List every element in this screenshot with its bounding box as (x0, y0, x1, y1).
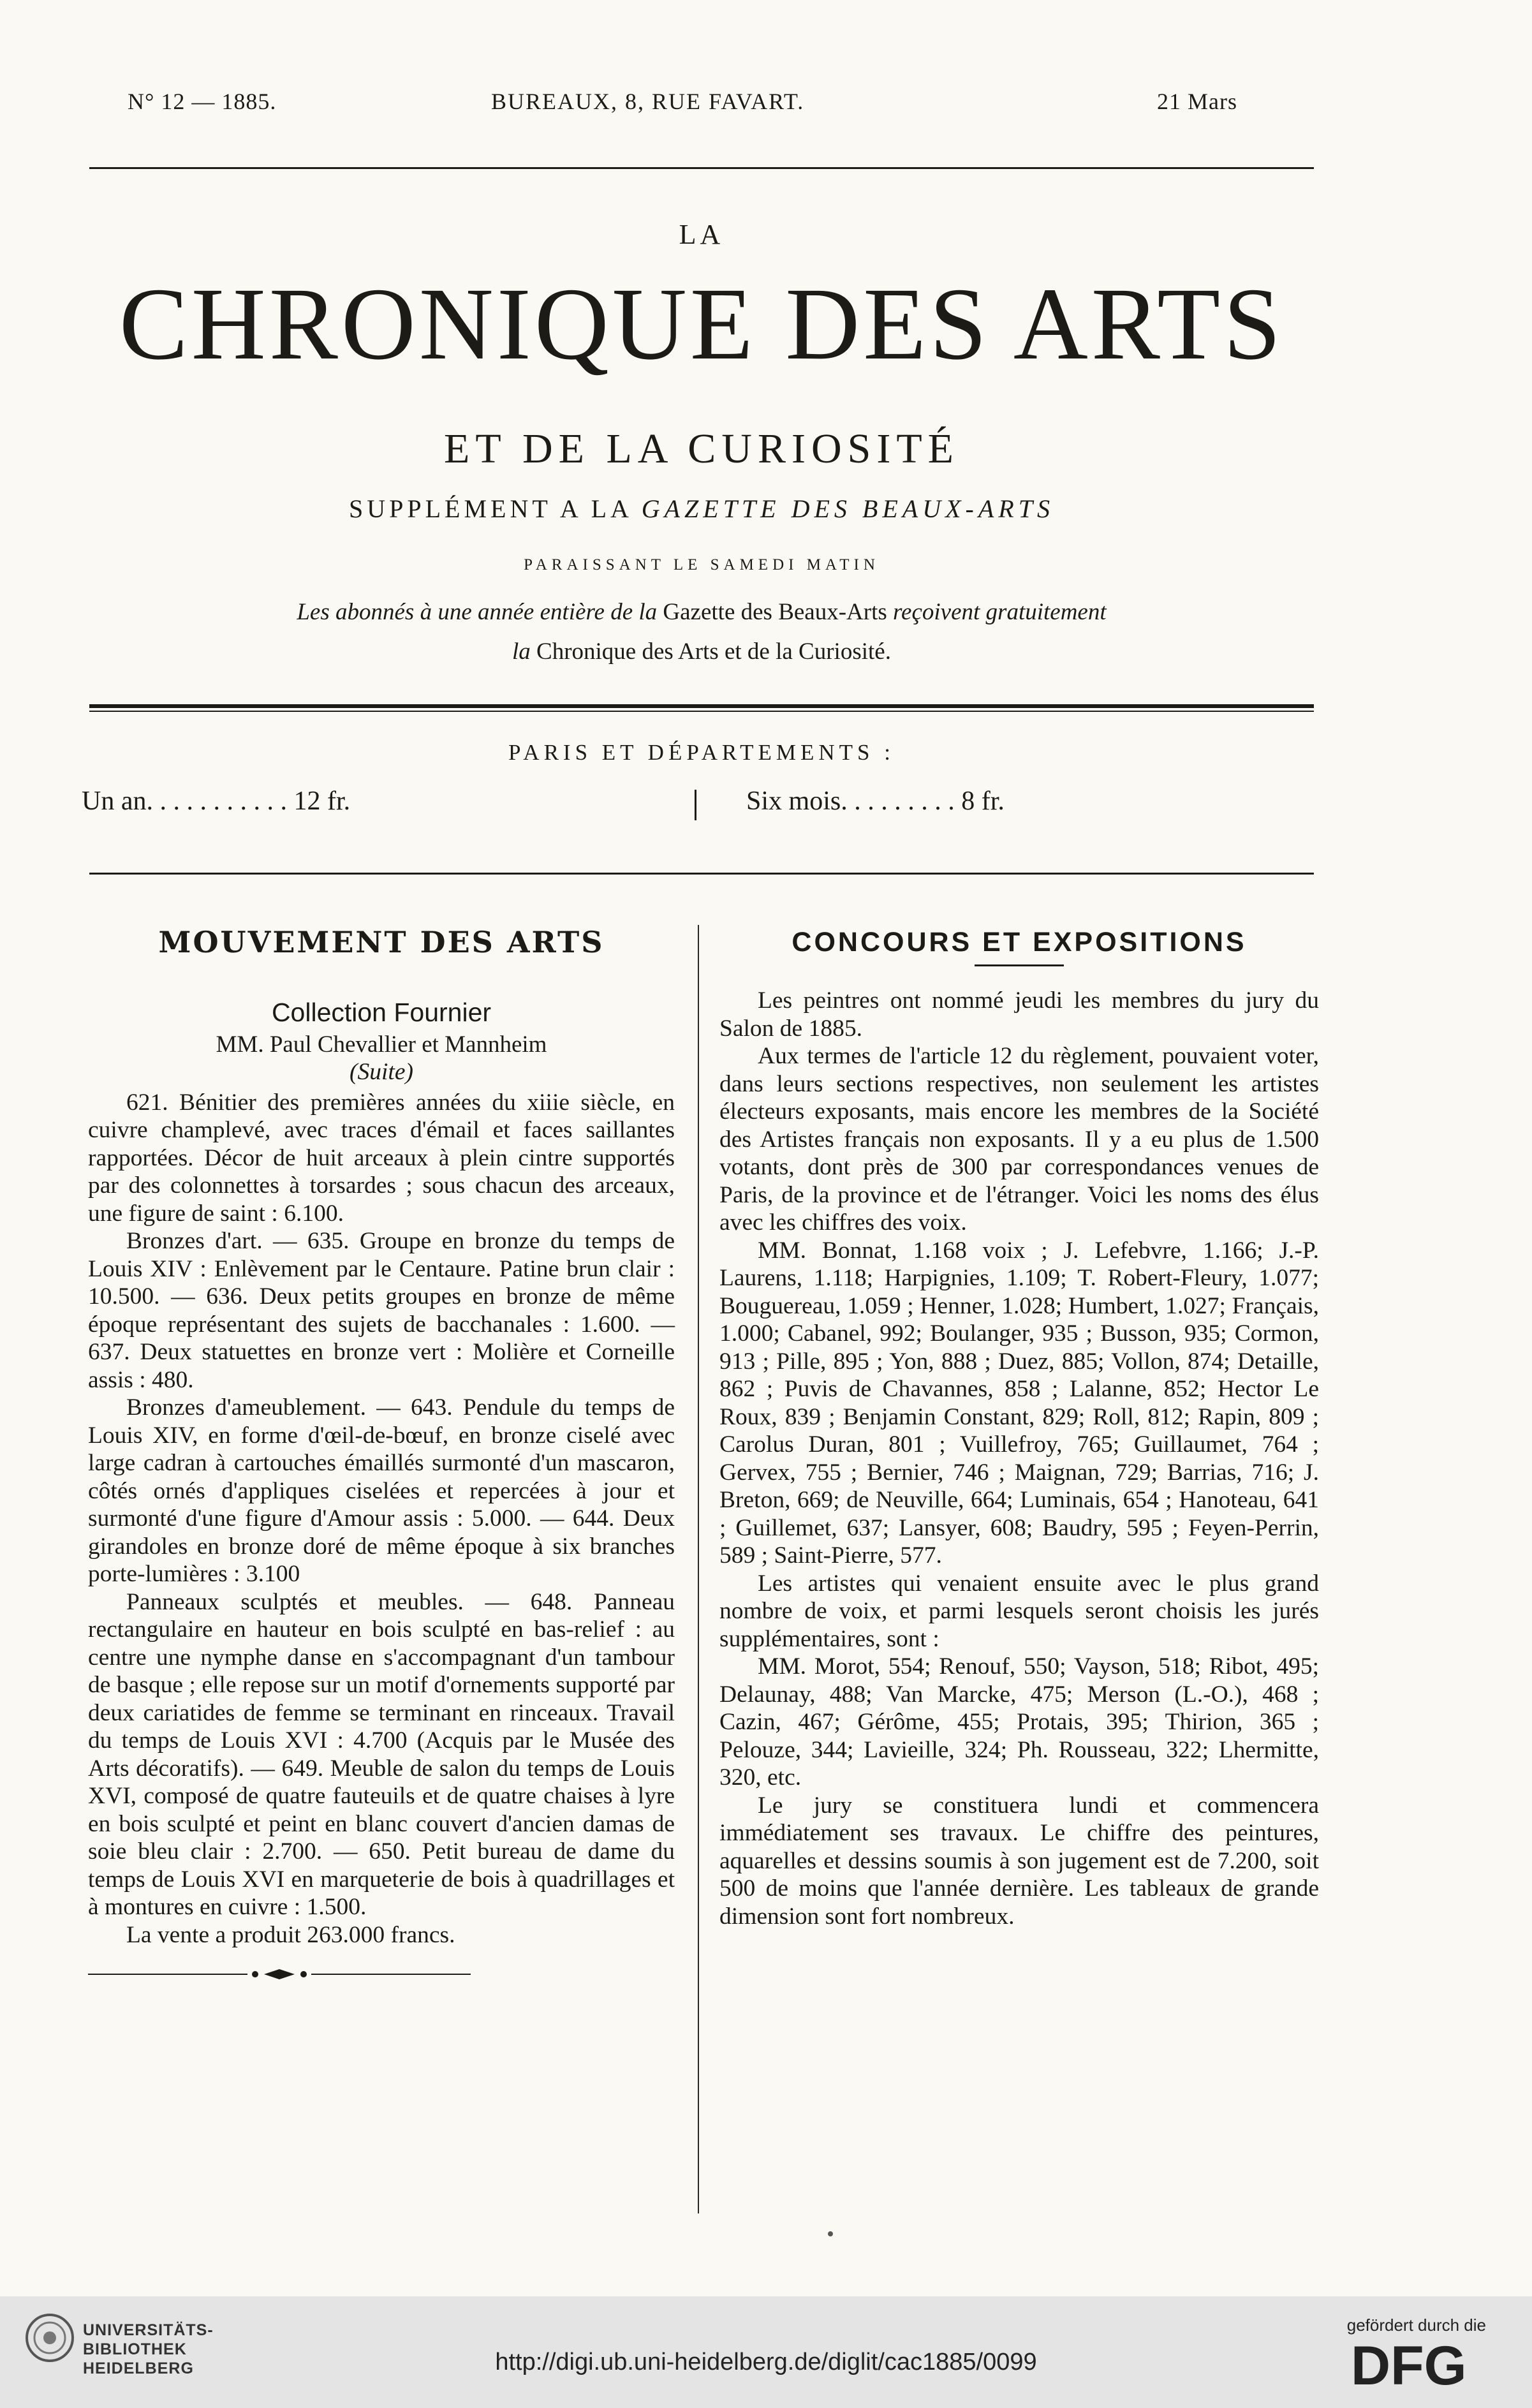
masthead-rule-thin (89, 711, 1314, 712)
notice-text-e: Chronique des Arts et de la Curiosité. (536, 639, 891, 665)
masthead-rule-thick (89, 704, 1314, 708)
dfg-logo-text: DFG (1351, 2340, 1467, 2391)
article-paragraph: Les artistes qui venaient ensuite avec le plus grand nombre de voix, et parmi lesquels seront choisis les jurés supplémentaires, sont : (719, 1570, 1319, 1652)
column-separator (698, 925, 699, 2213)
library-line: HEIDELBERG (83, 2360, 194, 2377)
issue-number: N° 12 — 1885. (128, 89, 277, 114)
left-column (88, 925, 675, 1988)
header-rule (89, 167, 1314, 169)
sale-paragraph: Bronzes d'ameublement. — 643. Pendule du temps de Louis XIV, en forme d'œil-de-bœuf, en bronze ciselé avec large cadran à cartouches émaillés surmonté d'un mascaron, côtés ornés d'appliques ciselées et repercées à jour et surmonté d'une figure d'Amour assis : 5.000. — 644. Deux girandoles en bronze doré de même époque à six branches porte-lumières : 3.100 (88, 1394, 675, 1587)
sponsor-label: gefördert durch die (1346, 2316, 1486, 2335)
issue-header (128, 88, 1237, 126)
notice-text-d: la (512, 639, 531, 665)
title-article: LA (679, 219, 725, 250)
subscription-separator (695, 790, 696, 820)
notice-text-a: Les abonnés à une année entière de la (297, 599, 658, 625)
collection-note: (Suite) (350, 1059, 413, 1085)
collection-authors: MM. Paul Chevallier et Mannheim (216, 1031, 547, 1058)
section-heading-concours: CONCOURS ET EXPOSITIONS (792, 927, 1247, 957)
issue-date: 21 Mars (1157, 89, 1237, 114)
subscriber-notice-line1 (64, 598, 1339, 626)
article-paragraph: Les peintres ont nommé jeudi les membres du jury du Salon de 1885. (719, 987, 1319, 1042)
page-mark (828, 2231, 833, 2236)
section-heading-mouvement: MOUVEMENT DES ARTS (158, 925, 605, 959)
source-link[interactable]: http://digi.ub.uni-heidelberg.de/diglit/cac1885/0099 (495, 2349, 1037, 2375)
sale-paragraph: 621. Bénitier des premières années du xiiie siècle, en cuivre champlevé, avec traces d'émail et faces saillantes rapportées. Décor de huit arceaux à plein cintre supportés par des colonnettes à torsardes ; sous chacun des arceaux, une figure de saint : 6.100. (88, 1089, 675, 1227)
sale-paragraph: Bronzes d'art. — 635. Groupe en bronze du temps de Louis XIV : Enlèvement par le Centaure. Patine brun clair : 10.500. — 636. Deux petits groupes en bronze de même époque représentant des sujets de bacchanales : 1.600. — 637. Deux statuettes en bronze vert : Molière et Corneille assis : 480. (88, 1228, 675, 1393)
article-paragraph: Aux termes de l'article 12 du règlement, pouvaient voter, dans leurs sections respectives, non seulement les artistes électeurs exposants, mais encore les membres de la Société des Artistes français non exposants. Il y a eu plus de 1.500 votants, dont près de 300 par correspondances venues de Paris, de la province et de l'étranger. Voici les noms des élus avec les chiffres des voix. (719, 1043, 1319, 1236)
subscription-one-year: Un an. . . . . . . . . . . 12 fr. (82, 787, 351, 816)
collection-title: Collection Fournier (271, 998, 492, 1027)
masthead-title: CHRONIQUE DES ARTS (119, 267, 1285, 381)
notice-text-b: Gazette des Beaux-Arts (663, 599, 887, 625)
article-paragraph: Le jury se constituera lundi et commencera immédiatement ses travaux. Le chiffre des peintures, aquarelles et dessins soumis à son jugement est de 7.200, soit 500 de moins que l'année dernière. Les tableaux de grande dimension sont fort nombreux. (719, 1792, 1319, 1930)
masthead-subtitle: ET DE LA CURIOSITÉ (444, 425, 959, 472)
section-rule (975, 964, 1064, 966)
supplement-prefix: SUPPLÉMENT A LA (349, 494, 631, 523)
subscription-six-months: Six mois. . . . . . . . . 8 fr. (746, 787, 1005, 816)
library-line: BIBLIOTHEK (83, 2340, 187, 2358)
library-line: UNIVERSITÄTS- (83, 2321, 214, 2339)
notice-text-c: reçoivent gratuitement (893, 599, 1107, 625)
dfg-logo-icon (1351, 2340, 1491, 2391)
publication-schedule: PARAISSANT LE SAMEDI MATIN (524, 556, 880, 573)
office-address: BUREAUX, 8, RUE FAVART. (491, 89, 805, 114)
ornament-divider-icon (88, 1968, 471, 1981)
sale-paragraph: Panneaux sculptés et meubles. — 648. Panneau rectangulaire en hauteur en bois sculpté en bas-relief : au centre une nymphe danse en s'accompagnant d'un tambour de basque ; elle repose sur un motif d'ornements supporté par deux cariatides de femme se terminant en rinceaux. Travail du temps de Louis XVI : 4.700 (Acquis par le Musée des Arts décoratifs). — 649. Meuble de salon du temps de Louis XVI, composé de quatre fauteuils et de quatre chaises à lyre en bois sculpté et peint en blanc couvert d'ancien damas de soie bleu clair : 2.700. — 650. Petit bureau de dame du temps de Louis XVI en marqueterie de bois à quadrillages et à montures en cuivre : 1.500. (88, 1588, 675, 1920)
supplement-title: GAZETTE DES BEAUX-ARTS (641, 494, 1054, 523)
subscription-heading: PARIS ET DÉPARTEMENTS : (508, 740, 895, 765)
sale-total: La vente a produit 263.000 francs. (126, 1921, 455, 1948)
subscriber-notice-line2 (64, 638, 1339, 665)
right-column (719, 929, 1319, 1930)
subscription-rule (89, 873, 1314, 875)
jury-list: MM. Bonnat, 1.168 voix ; J. Lefebvre, 1.166; J.-P. Laurens, 1.118; Harpignies, 1.109; T. Robert-Fleury, 1.077; Bouguereau, 1.059 ; Henner, 1.028; Humbert, 1.027; Français, 1.000; Cabanel, 992; Boulanger, 935 ; Busson, 935; Cormon, 913 ; Pille, 895 ; Yon, 888 ; Duez, 885; Vollon, 874; Detaille, 862 ; Puvis de Chavannes, 858 ; Lalanne, 852; Hector Le Roux, 839 ; Benjamin Constant, 829; Roll, 812; Rapin, 809 ; Carolus Duran, 801 ; Vuillefroy, 765; Guillaumet, 764 ; Gervex, 755 ; Bernier, 746 ; Maignan, 729; Barrias, 716; J. Breton, 669; de Neuville, 664; Luminais, 654 ; Hanoteau, 641 ; Guillemet, 637; Lansyer, 608; Baudry, 595 ; Feyen-Perrin, 589 ; Saint-Pierre, 577. (719, 1237, 1319, 1569)
supplementary-list: MM. Morot, 554; Renouf, 550; Vayson, 518; Ribot, 495; Delaunay, 488; Van Marcke, 475; Merson (L.-O.), 468 ; Cazin, 467; Gérôme, 455; Protais, 395; Thirion, 365 ; Pelouze, 344; Lavieille, 324; Ph. Rousseau, 322; Lhermitte, 320, etc. (719, 1653, 1319, 1791)
supplement-line (64, 494, 1339, 524)
